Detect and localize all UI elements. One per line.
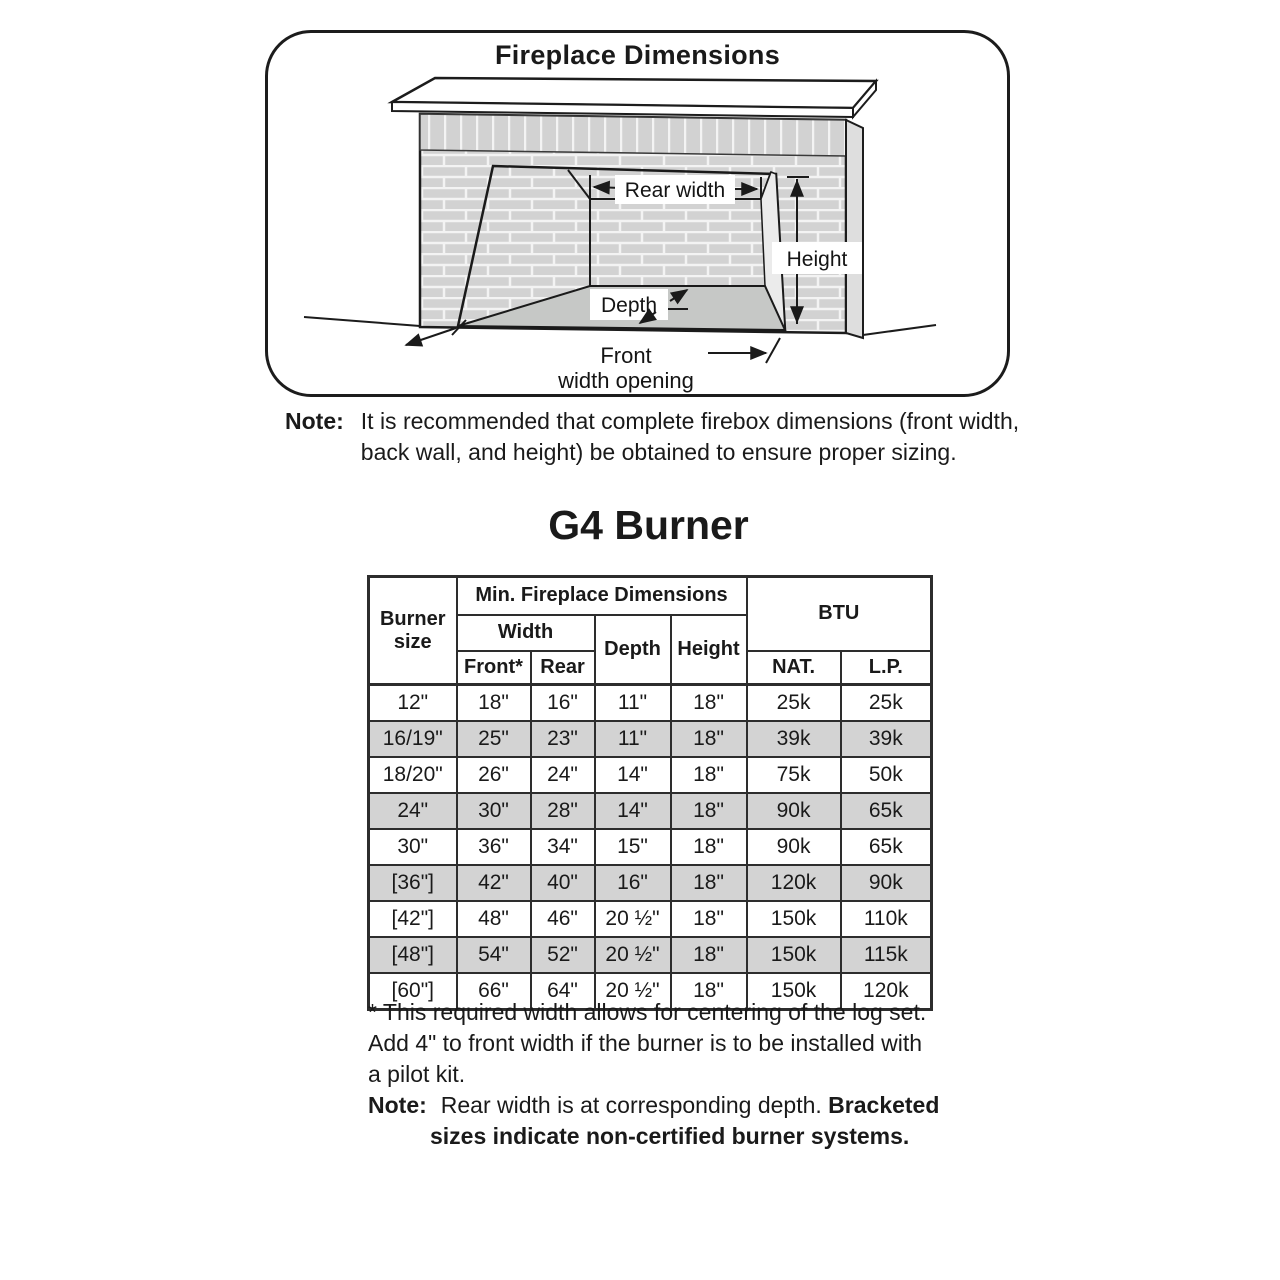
cell-depth: 15": [595, 829, 671, 865]
rear-width-label: Rear width: [624, 179, 726, 202]
cell-nat: 25k: [747, 685, 841, 722]
cell-nat: 75k: [747, 757, 841, 793]
g4-burner-table: [367, 575, 933, 1011]
cell-rear: 23": [531, 721, 595, 757]
wall-side-face: [846, 120, 863, 338]
cell-lp: 50k: [841, 757, 932, 793]
cell-height: 18": [671, 829, 747, 865]
col-header-btu: BTU: [747, 577, 932, 651]
front-width-label-line1: Front: [600, 343, 652, 368]
footnote-asterisk-line3: a pilot kit.: [368, 1061, 466, 1087]
cell-nat: 120k: [747, 865, 841, 901]
footnote-note-line1: [368, 1090, 939, 1121]
cell-nat: 150k: [747, 901, 841, 937]
fireplace-isometric-drawing: [268, 33, 1007, 394]
cell-height: 18": [671, 721, 747, 757]
table-body: [369, 685, 932, 1010]
col-header-lp: L.P.: [841, 651, 932, 685]
cell-front: 30": [457, 793, 531, 829]
cell-front: 42": [457, 865, 531, 901]
cell-nat: 150k: [747, 937, 841, 973]
table-row: [369, 793, 932, 829]
cell-front: 54": [457, 937, 531, 973]
cell-rear: 24": [531, 757, 595, 793]
cell-height: 18": [671, 685, 747, 722]
front-width-arrow-left: [406, 328, 456, 345]
height-label: Height: [786, 248, 848, 271]
cell-lp: 65k: [841, 829, 932, 865]
col-header-nat: NAT.: [747, 651, 841, 685]
cell-burner: [48"]: [369, 937, 457, 973]
col-header-rear: Rear: [531, 651, 595, 685]
cell-lp: 110k: [841, 901, 932, 937]
footnote-note-label: Note:: [368, 1092, 427, 1118]
cell-rear: 34": [531, 829, 595, 865]
cell-lp: 115k: [841, 937, 932, 973]
cell-front: 25": [457, 721, 531, 757]
cell-height: 18": [671, 865, 747, 901]
ground-line-right: [863, 325, 936, 335]
cell-rear: 52": [531, 937, 595, 973]
diagram-title: Fireplace Dimensions: [494, 40, 781, 70]
section-title: G4 Burner: [548, 502, 749, 548]
cell-height: 18": [671, 793, 747, 829]
cell-nat: 90k: [747, 829, 841, 865]
top-note: [285, 406, 1019, 468]
cell-burner: 12": [369, 685, 457, 722]
cell-front: 48": [457, 901, 531, 937]
cell-lp: 90k: [841, 865, 932, 901]
table-row: [369, 865, 932, 901]
table-row: [369, 829, 932, 865]
cell-rear: 64": [531, 973, 595, 1010]
cell-depth: 14": [595, 793, 671, 829]
cell-nat: 90k: [747, 793, 841, 829]
cell-depth: 20 ½": [595, 937, 671, 973]
cell-burner: 24": [369, 793, 457, 829]
cell-front: 18": [457, 685, 531, 722]
table-row: [369, 757, 932, 793]
soldier-course-band: [420, 114, 846, 156]
cell-rear: 46": [531, 901, 595, 937]
table-row: [369, 901, 932, 937]
table-row: [369, 721, 932, 757]
top-note-line2: back wall, and height) be obtained to ensure proper sizing.: [360, 439, 957, 465]
cell-depth: 16": [595, 865, 671, 901]
cell-rear: 16": [531, 685, 595, 722]
cell-lp: 65k: [841, 793, 932, 829]
footnote-asterisk-line2: Add 4" to front width if the burner is to be installed with: [368, 1030, 923, 1056]
cell-height: 18": [671, 937, 747, 973]
footnote-asterisk-line1: * This required width allows for centering of the log set.: [368, 999, 927, 1025]
col-header-depth: Depth: [595, 615, 671, 685]
cell-rear: 40": [531, 865, 595, 901]
cell-height: 18": [671, 757, 747, 793]
cell-burner: [60"]: [369, 973, 457, 1010]
cell-burner: [36"]: [369, 865, 457, 901]
cell-depth: 20 ½": [595, 973, 671, 1010]
cell-front: 66": [457, 973, 531, 1010]
front-width-label-line2: width opening: [558, 368, 694, 393]
cell-rear: 28": [531, 793, 595, 829]
footnote-note-text: Rear width is at corresponding depth.: [440, 1092, 829, 1118]
cell-depth: 20 ½": [595, 901, 671, 937]
table-row: [369, 685, 932, 722]
cell-burner: 18/20": [369, 757, 457, 793]
col-header-height: Height: [671, 615, 747, 685]
top-note-label: Note:: [285, 408, 344, 434]
cell-depth: 14": [595, 757, 671, 793]
cell-burner: 30": [369, 829, 457, 865]
cell-front: 26": [457, 757, 531, 793]
cell-lp: 120k: [841, 973, 932, 1010]
cell-lp: 39k: [841, 721, 932, 757]
footnote-note-line2: sizes indicate non-certified burner systems.: [430, 1123, 910, 1149]
cell-burner: 16/19": [369, 721, 457, 757]
col-header-front: Front*: [457, 651, 531, 685]
front-width-slash-right: [766, 338, 780, 363]
depth-label: Depth: [600, 294, 658, 317]
fireplace-dimensions-panel: [265, 30, 1010, 397]
col-header-burner-size: Burner size: [369, 577, 457, 685]
cell-front: 36": [457, 829, 531, 865]
ground-line-left: [304, 317, 420, 326]
col-header-width: Width: [457, 615, 595, 651]
cell-nat: 150k: [747, 973, 841, 1010]
table-row: [369, 937, 932, 973]
cell-depth: 11": [595, 685, 671, 722]
cell-lp: 25k: [841, 685, 932, 722]
footnotes: [368, 997, 939, 1152]
col-header-min-dims: Min. Fireplace Dimensions: [457, 577, 747, 615]
cell-height: 18": [671, 901, 747, 937]
cell-nat: 39k: [747, 721, 841, 757]
cell-height: 18": [671, 973, 747, 1010]
footnote-note-bold: Bracketed: [828, 1092, 940, 1118]
cell-depth: 11": [595, 721, 671, 757]
top-note-line1: It is recommended that complete firebox dimensions (front width,: [360, 408, 1020, 434]
cell-burner: [42"]: [369, 901, 457, 937]
